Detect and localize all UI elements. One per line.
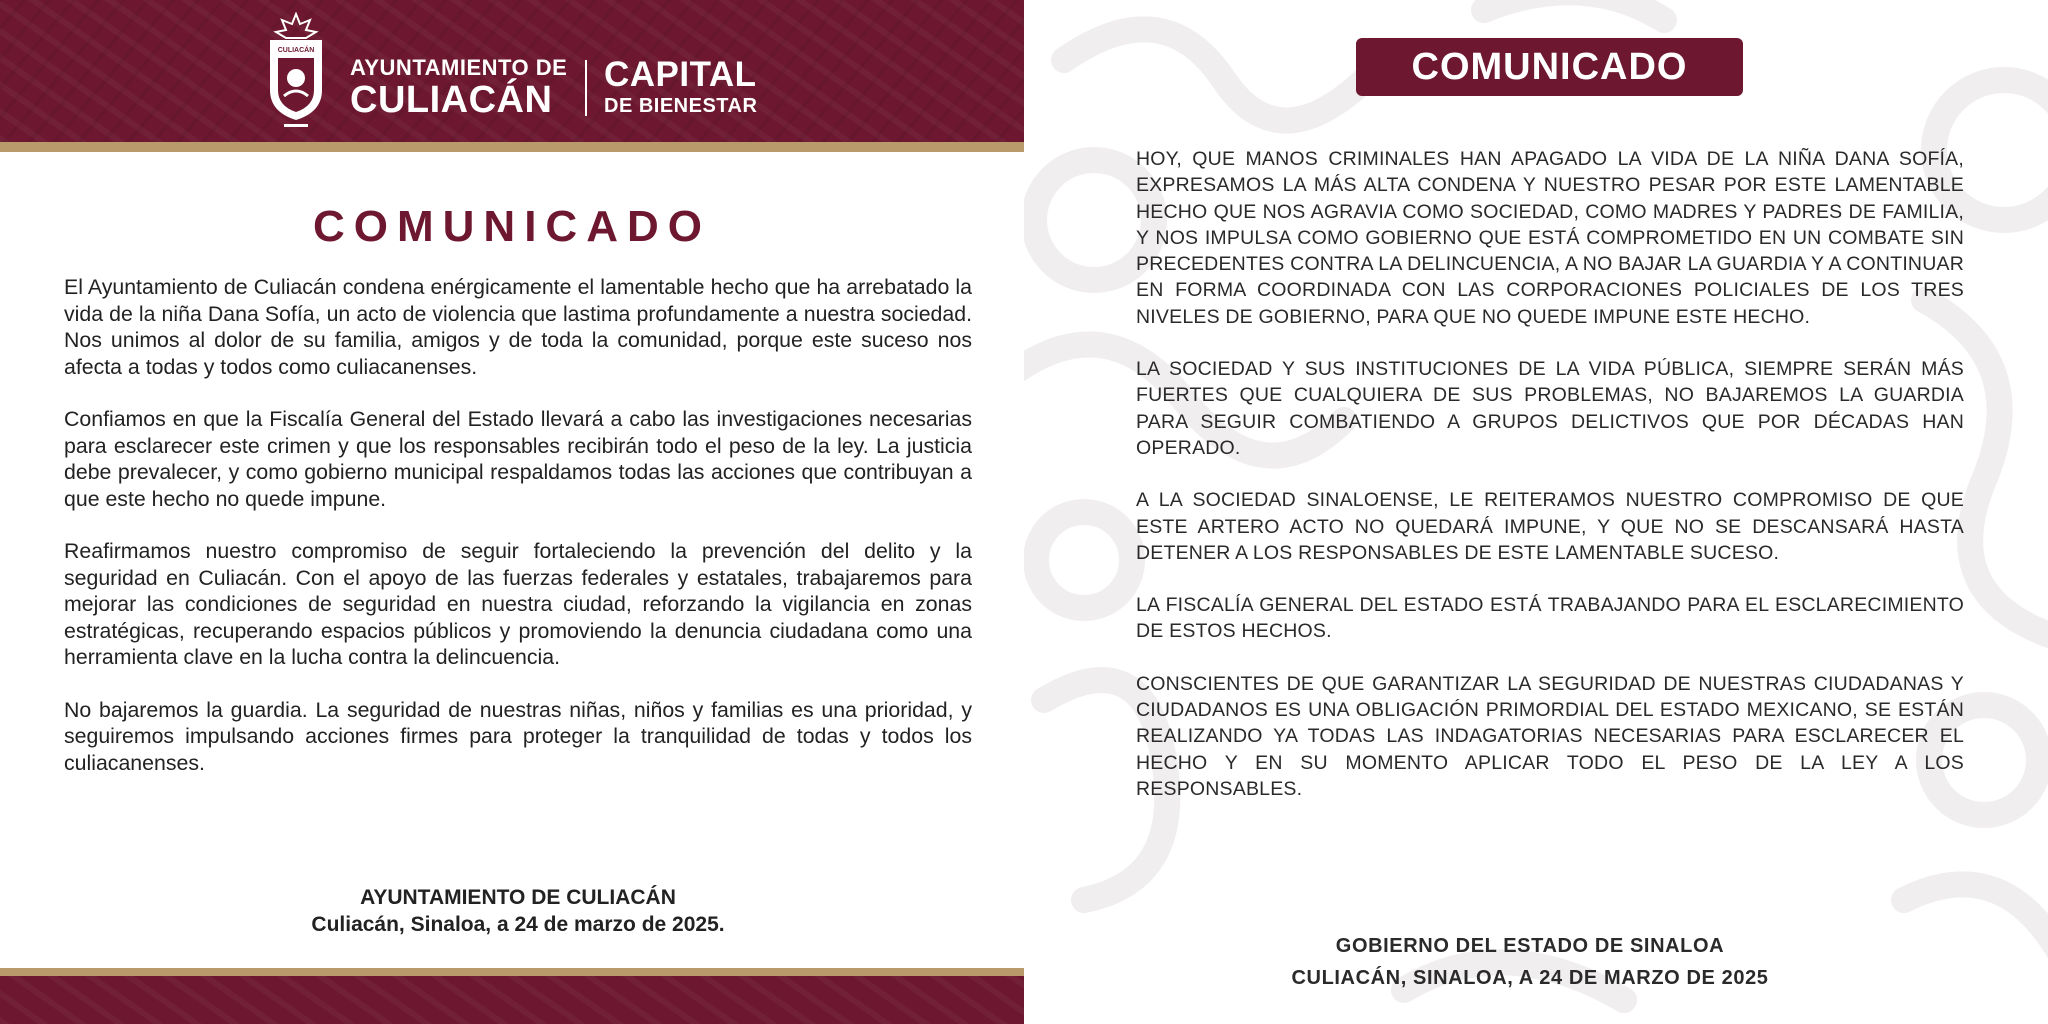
signature: [0, 884, 1024, 938]
signature-issuer: GOBIERNO DEL ESTADO DE SINALOA: [1335, 935, 1725, 957]
paragraph: No bajaremos la guardia. La seguridad de nuestras niñas, niños y familias es una prioridad, y seguiremos impulsando acciones firmes para proteger la tranquilidad de todas y todos los culiacanenses.: [64, 697, 972, 775]
tagline: [604, 56, 757, 118]
signature-date: CULIACÁN, SINALOA, A 24 DE MARZO DE 2025: [1291, 967, 1769, 989]
page-title: COMUNICADO: [1356, 38, 1743, 96]
org-name-line1: AYUNTAMIENTO DE: [350, 55, 568, 80]
paragraph: A LA SOCIEDAD SINALOENSE, LE REITERAMOS NUESTRO COMPROMISO DE QUE ESTE ARTERO ACTO NO QUEDARÁ IMPUNE, Y QUE NO SE DESCANSARÁ HASTA DETENER A LOS RESPONSABLES DE ESTE LAMENTABLE SUCESO.: [1136, 489, 1964, 564]
crest-label: CULIACÁN: [277, 47, 315, 54]
page-title: COMUNICADO: [313, 202, 711, 251]
signature: [1024, 930, 2036, 994]
paragraph: El Ayuntamiento de Culiacán condena enérgicamente el lamentable hecho que ha arrebatado la vida de la niña Dana Sofía, un acto de violencia que lastima profundamente a nuestra sociedad. Nos unimos al dolor de su familia, amigos y de toda la comunidad, porque este suceso nos afecta a todas y todos como culiacanenses.: [64, 275, 972, 379]
statement-body: [1136, 146, 1964, 828]
culiacan-crest-icon: [258, 12, 334, 130]
paragraph: CONSCIENTES DE QUE GARANTIZAR LA SEGURIDAD DE NUESTRAS CIUDADANAS Y CIUDADANOS ES UNA OBLIGACIÓN PRIMORDIAL DEL ESTADO MEXICANO, SE ESTÁN REALIZANDO YA TODAS LAS INDAGATORIAS NECESARIAS PARA ESCLARECER EL HECHO Y EN SU MOMENTO APLICAR TODO EL PESO DE LA LEY A LOS RESPONSABLES.: [1136, 672, 1964, 800]
statement-body: [64, 274, 972, 802]
tagline-line2: DE BIENESTAR: [604, 95, 758, 117]
footer-banner: [0, 976, 1024, 1024]
org-name: [350, 56, 567, 120]
paragraph: Reafirmamos nuestro compromiso de seguir fortaleciendo la prevención del delito y la seguridad en Culiacán. Con el apoyo de las fuerzas federales y estatales, trabajaremos para mejorar las condiciones de seguridad en nuestra ciudad, reforzando la vigilancia en zonas estratégicas, recuperando espacios públicos y promoviendo la denuncia ciudadana como una herramienta clave en la lucha contra la delincuencia.: [64, 539, 972, 669]
paragraph: HOY, QUE MANOS CRIMINALES HAN APAGADO LA VIDA DE LA NIÑA DANA SOFÍA, EXPRESAMOS LA MÁS ALTA CONDENA Y NUESTRO PESAR POR ESTE LAMENTABLE HECHO QUE NOS AGRAVIA COMO SOCIEDAD, COMO MADRES Y PADRES DE FAMILIA, Y NOS IMPULSA COMO GOBIERNO QUE ESTÁ COMPROMETIDO EN UN COMBATE SIN PRECEDENTES CONTRA LA DELINCUENCIA, A NO BAJAR LA GUARDIA Y A CONTINUAR EN FORMA COORDINADA CON LAS CORPORACIONES POLICIALES DE LOS TRES NIVELES DE GOBIERNO, PARA QUE NO QUEDE IMPUNE ESTE HECHO.: [1136, 148, 1964, 328]
paragraph: LA SOCIEDAD Y SUS INSTITUCIONES DE LA VIDA PÚBLICA, SIEMPRE SERÁN MÁS FUERTES QUE CUALQUIERA DE SUS PROBLEMAS, NO BAJAREMOS LA GUARDIA PARA SEGUIR COMBATIENDO A GRUPOS DELICTIVOS QUE POR DÉCADAS HAN OPERADO.: [1136, 358, 1964, 459]
signature-date: Culiacán, Sinaloa, a 24 de marzo de 2025.: [311, 913, 725, 936]
org-name-line2: CULIACÁN: [350, 79, 553, 121]
signature-issuer: AYUNTAMIENTO DE CULIACÁN: [360, 886, 676, 909]
gold-divider-top: [0, 142, 1024, 152]
paragraph: Confiamos en que la Fiscalía General del Estado llevará a cabo las investigaciones necesarias para esclarecer este crimen y que los responsables recibirán todo el peso de la ley. La justicia debe prevalecer, y como gobierno municipal respaldamos todas las acciones que contribuyan a que este hecho no quede impune.: [64, 407, 972, 511]
paragraph: LA FISCALÍA GENERAL DEL ESTADO ESTÁ TRABAJANDO PARA EL ESCLARECIMIENTO DE ESTOS HECHOS.: [1136, 594, 1964, 643]
state-statement-panel: [1024, 0, 2048, 1024]
gold-divider-bottom: [0, 968, 1024, 976]
tagline-line1: CAPITAL: [604, 55, 757, 94]
header-divider: [585, 60, 587, 116]
